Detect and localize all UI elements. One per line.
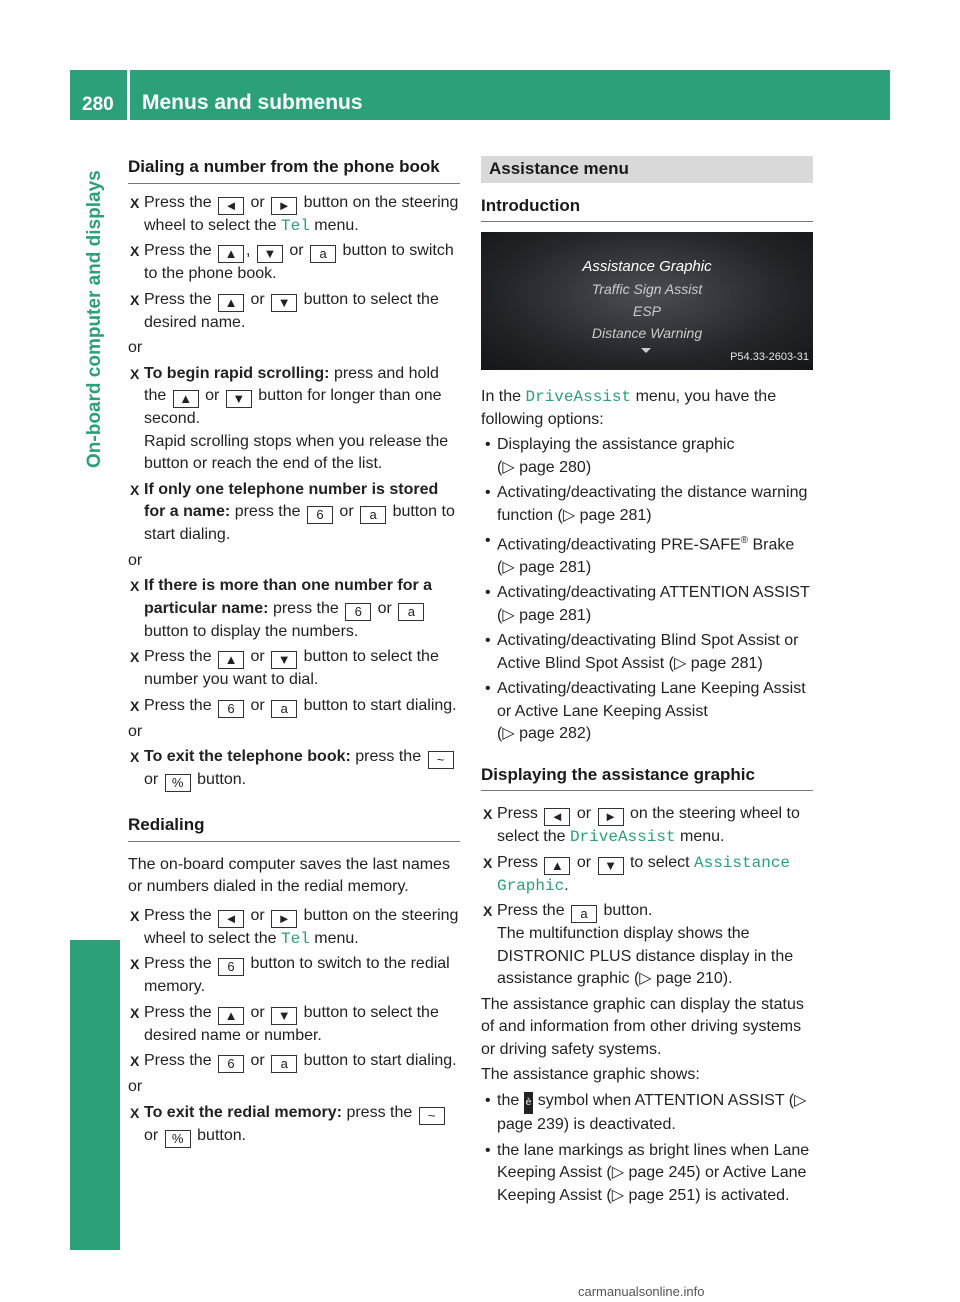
list-item: • Displaying the assistance graphic (▷ page 280): [481, 434, 813, 479]
down-arrow-icon: ▼: [226, 390, 252, 408]
left-arrow-icon: ◄: [218, 197, 244, 215]
attention-assist-off-icon: è: [524, 1092, 534, 1115]
redial-intro: The on-board computer saves the last names or numbers dialed in the redial memory.: [128, 855, 450, 895]
ok-icon: a: [271, 700, 297, 718]
phone-icon: 6: [218, 958, 244, 976]
figure-reference: P54.33-2603-31: [730, 350, 809, 363]
up-arrow-icon: ▲: [173, 390, 199, 408]
redial-step-3: X Press the ▲ or ▼ button to select the desired name or number.: [128, 1002, 460, 1048]
down-arrow-icon: ▼: [257, 245, 283, 263]
assistance-menu-heading: Assistance menu: [481, 156, 813, 183]
list-item: • Activating/deactivating Lane Keeping Assist or Active Lane Keeping Assist (▷ page 282): [481, 678, 813, 746]
up-arrow-icon: ▲: [218, 651, 244, 669]
assistance-graphic-label: Assistance Graphic: [497, 853, 791, 895]
redialing-heading: Redialing: [128, 814, 460, 842]
page-number: 280: [82, 94, 114, 115]
ok-icon: a: [360, 506, 386, 524]
chevron-down-icon: [641, 348, 651, 353]
step-1: X Press the ◄ or ► button on the steering wheel to select the Tel menu.: [128, 192, 460, 238]
graphic-paragraph: The assistance graphic can display the status of and information from other driving systems or driving safety systems.: [481, 995, 804, 1058]
redial-step-1: X Press the ◄ or ► button on the steering wheel to select the Tel menu.: [128, 905, 460, 951]
graphic-step-1: X Press ◄ or ► on the steering wheel to select the DriveAssist menu.: [481, 803, 813, 849]
step-9: X To exit the telephone book: press the ~ or % button.: [128, 746, 460, 792]
left-column: [128, 156, 460, 1151]
ok-icon: a: [571, 905, 597, 923]
display-screenshot: [481, 232, 813, 370]
tel-menu-label: Tel: [280, 929, 310, 948]
ok-icon: a: [310, 245, 336, 263]
left-arrow-icon: ◄: [218, 910, 244, 928]
end-call-icon: ~: [428, 751, 454, 769]
ok-icon: a: [398, 603, 424, 621]
phone-icon: 6: [218, 700, 244, 718]
list-item: • Activating/deactivating ATTENTION ASSIST (▷ page 281): [481, 582, 813, 627]
right-arrow-icon: ►: [271, 197, 297, 215]
step-6: X If there is more than one number for a particular name: press the 6 or a button to display the numbers.: [128, 575, 460, 643]
side-tab-block: [70, 940, 120, 1250]
side-tab-label: On-board computer and displays: [84, 170, 105, 468]
graphic-shows: The assistance graphic shows:: [481, 1066, 700, 1084]
graphic-step-3: X Press the a button. The multifunction display shows the DISTRONIC PLUS distance display in the assistance graphic (▷ page 210).: [481, 900, 813, 991]
dialing-heading: Dialing a number from the phone book: [128, 156, 460, 184]
redial-step-2: X Press the 6 button to switch to the redial memory.: [128, 953, 460, 999]
list-item: • Activating/deactivating PRE-SAFE® Brake (▷ page 281): [481, 530, 813, 579]
step-3: X Press the ▲ or ▼ button to select the desired name.: [128, 289, 460, 335]
down-arrow-icon: ▼: [271, 651, 297, 669]
right-column: [481, 156, 813, 1210]
driveassist-menu-label: DriveAssist: [525, 388, 632, 406]
up-arrow-icon: ▲: [544, 857, 570, 875]
or-text: or: [128, 1078, 143, 1095]
up-arrow-icon: ▲: [218, 294, 244, 312]
step-4: X To begin rapid scrolling: press and hold the ▲ or ▼ button for longer than one second. Rapid scrolling stops when you release the button or reach the end of the list.: [128, 363, 460, 476]
redial-step-5: X To exit the redial memory: press the ~ or % button.: [128, 1102, 460, 1148]
right-arrow-icon: ►: [598, 808, 624, 826]
header-divider: [127, 70, 130, 120]
displaying-graphic-heading: Displaying the assistance graphic: [481, 764, 813, 792]
phone-icon: 6: [307, 506, 333, 524]
tel-menu-label: Tel: [280, 216, 310, 235]
up-arrow-icon: ▲: [218, 1007, 244, 1025]
step-7: X Press the ▲ or ▼ button to select the number you want to dial.: [128, 646, 460, 692]
ok-icon: a: [271, 1055, 297, 1073]
redial-step-4: X Press the 6 or a button to start dialing.: [128, 1050, 460, 1073]
introduction-heading: Introduction: [481, 195, 813, 223]
step-5: X If only one telephone number is stored for a name: press the 6 or a button to start dialing.: [128, 479, 460, 547]
driveassist-menu-label: DriveAssist: [569, 828, 676, 847]
down-arrow-icon: ▼: [598, 857, 624, 875]
intro-text: In the DriveAssist menu, you have the following options:: [481, 388, 777, 428]
back-icon: %: [165, 774, 191, 792]
up-arrow-icon: ▲: [218, 245, 244, 263]
or-text: or: [128, 339, 143, 356]
end-call-icon: ~: [419, 1107, 445, 1125]
screen-item-traffic-sign: Traffic Sign Assist: [591, 281, 703, 297]
down-arrow-icon: ▼: [271, 1007, 297, 1025]
or-text: or: [128, 551, 143, 569]
list-item: • the è symbol when ATTENTION ASSIST (▷ page 239) is deactivated.: [481, 1090, 813, 1137]
or-text: or: [128, 722, 143, 740]
step-8: X Press the 6 or a button to start dialing.: [128, 695, 460, 718]
down-arrow-icon: ▼: [271, 294, 297, 312]
step-2: X Press the ▲ , ▼ or a button to switch to the phone book.: [128, 240, 460, 286]
graphic-step-2: X Press ▲ or ▼ to select Assistance Graphic.: [481, 852, 813, 898]
screen-item-esp: ESP: [632, 303, 661, 319]
list-item: • Activating/deactivating the distance warning function (▷ page 281): [481, 482, 813, 527]
phone-icon: 6: [218, 1055, 244, 1073]
screen-item-distance-warning: Distance Warning: [591, 325, 703, 341]
back-icon: %: [165, 1130, 191, 1148]
watermark: carmanualsonline.info: [578, 1284, 705, 1299]
phone-icon: 6: [345, 603, 371, 621]
screen-item-assistance-graphic: Assistance Graphic: [582, 258, 712, 275]
list-item: • the lane markings as bright lines when Lane Keeping Assist (▷ page 245) or Active Lane Keeping Assist (▷ page 251) is activated.: [481, 1140, 813, 1208]
list-item: • Activating/deactivating Blind Spot Assist or Active Blind Spot Assist (▷ page 281): [481, 630, 813, 675]
right-arrow-icon: ►: [271, 910, 297, 928]
left-arrow-icon: ◄: [544, 808, 570, 826]
page-title: Menus and submenus: [142, 91, 363, 114]
